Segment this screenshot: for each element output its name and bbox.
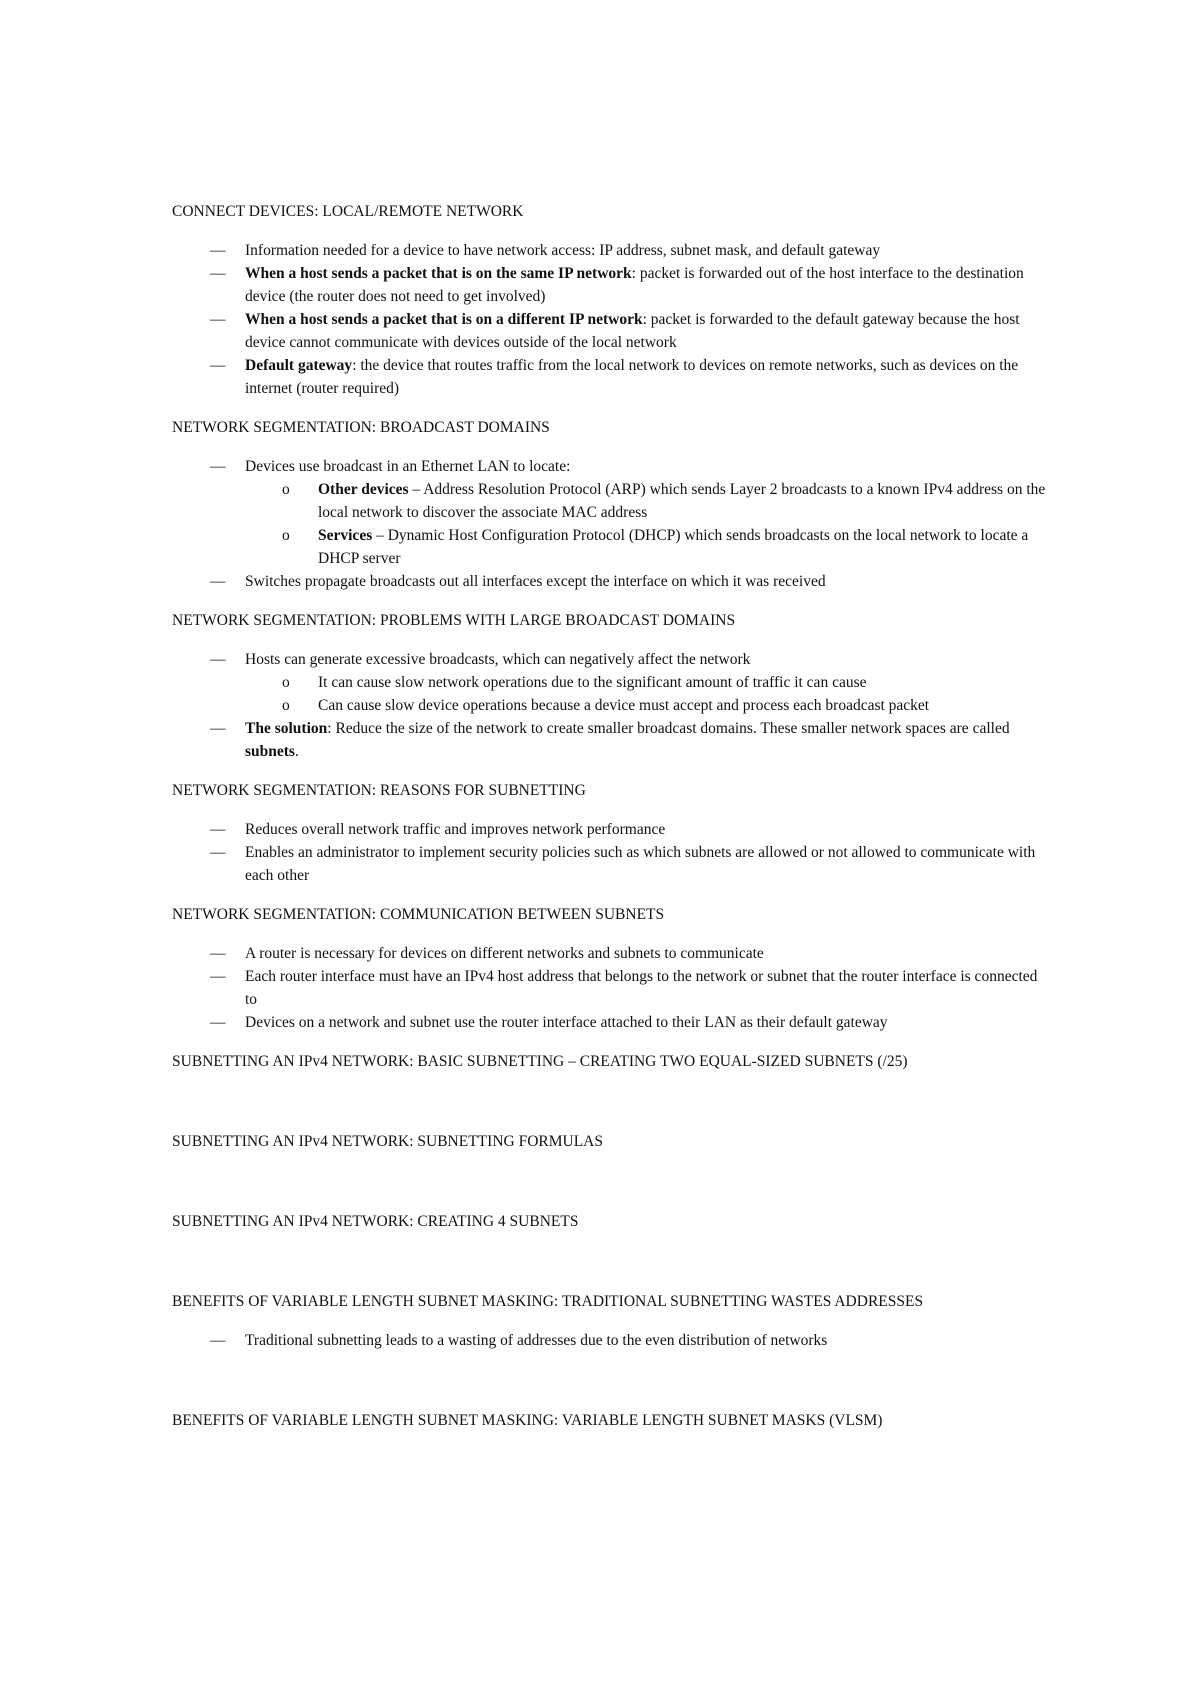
section-communication-between-subnets xyxy=(172,903,1052,1034)
circle-marker: o xyxy=(282,697,290,714)
section-heading: SUBNETTING AN IPv4 NETWORK: CREATING 4 SUBNETS xyxy=(172,1213,579,1230)
document-content xyxy=(172,200,1052,1448)
section-heading: NETWORK SEGMENTATION: BROADCAST DOMAINS xyxy=(172,419,550,436)
list-item: — A router is necessary for devices on different networks and subnets to communicate xyxy=(172,942,1052,965)
dash-marker: — xyxy=(210,573,226,590)
section-heading: NETWORK SEGMENTATION: PROBLEMS WITH LARGE BROADCAST DOMAINS xyxy=(172,612,736,629)
dash-marker: — xyxy=(210,1014,226,1031)
dash-marker: — xyxy=(210,720,226,737)
section-large-broadcast-problems xyxy=(172,609,1052,763)
circle-marker: o xyxy=(282,527,290,544)
list-item: — Enables an administrator to implement security policies such as which subnets are allowed or not allowed to communicate with each other xyxy=(172,841,1052,887)
section-heading: SUBNETTING AN IPv4 NETWORK: BASIC SUBNETTING – CREATING TWO EQUAL-SIZED SUBNETS (/25) xyxy=(172,1053,908,1070)
dash-marker: — xyxy=(210,458,226,475)
dash-marker: — xyxy=(210,1332,226,1349)
sub-list-item: o Other devices – Address Resolution Protocol (ARP) which sends Layer 2 broadcasts to a known IPv4 address on the local network to discover the associate MAC address xyxy=(245,478,1052,524)
list-item: — When a host sends a packet that is on a different IP network: packet is forwarded to the default gateway because the host device cannot communicate with devices outside of the local network xyxy=(172,308,1052,354)
section-broadcast-domains xyxy=(172,416,1052,593)
bullet-list xyxy=(172,942,1052,1034)
dash-marker: — xyxy=(210,821,226,838)
section-heading: BENEFITS OF VARIABLE LENGTH SUBNET MASKING: TRADITIONAL SUBNETTING WASTES ADDRESSES xyxy=(172,1293,924,1310)
sub-list-item: o Services – Dynamic Host Configuration Protocol (DHCP) which sends broadcasts on the local network to locate a DHCP server xyxy=(245,524,1052,570)
section-heading: SUBNETTING AN IPv4 NETWORK: SUBNETTING FORMULAS xyxy=(172,1133,603,1150)
dash-marker: — xyxy=(210,844,226,861)
section-heading: CONNECT DEVICES: LOCAL/REMOTE NETWORK xyxy=(172,203,524,220)
circle-marker: o xyxy=(282,481,290,498)
dash-marker: — xyxy=(210,651,226,668)
sub-list-item: o Can cause slow device operations because a device must accept and process each broadcast packet xyxy=(245,694,1052,717)
list-item: — When a host sends a packet that is on the same IP network: packet is forwarded out of the host interface to the destination device (the router does not need to get involved) xyxy=(172,262,1052,308)
section-basic-subnetting xyxy=(172,1050,1052,1073)
section-vlsm xyxy=(172,1409,1052,1432)
sub-list-item: o It can cause slow network operations due to the significant amount of traffic it can cause xyxy=(245,671,1052,694)
dash-marker: — xyxy=(210,945,226,962)
bold-term: subnets xyxy=(245,743,295,760)
list-item: — Information needed for a device to have network access: IP address, subnet mask, and default gateway xyxy=(172,239,1052,262)
bold-term: When a host sends a packet that is on the same IP network xyxy=(245,265,632,282)
section-heading: BENEFITS OF VARIABLE LENGTH SUBNET MASKING: VARIABLE LENGTH SUBNET MASKS (VLSM) xyxy=(172,1412,883,1429)
bullet-list xyxy=(172,455,1052,593)
bullet-list xyxy=(172,239,1052,400)
list-item: — Devices use broadcast in an Ethernet LAN to locate: o Other devices – Address Resolution Protocol (ARP) which sends Layer 2 broadcasts to a known IPv4 address on the local network to discover the associate MAC address o Services – Dynamic Host Configuration Protocol (DHCP) which sends broadcasts on the local network to locate a DHCP server xyxy=(172,455,1052,570)
bullet-list xyxy=(172,1329,1052,1352)
list-item: — Each router interface must have an IPv4 host address that belongs to the network or subnet that the router interface is connected to xyxy=(172,965,1052,1011)
dash-marker: — xyxy=(210,968,226,985)
bold-term: Other devices xyxy=(318,481,409,498)
bold-term: Default gateway xyxy=(245,357,353,374)
section-subnetting-formulas xyxy=(172,1130,1052,1153)
dash-marker: — xyxy=(210,357,226,374)
bold-term: When a host sends a packet that is on a different IP network xyxy=(245,311,643,328)
section-heading: NETWORK SEGMENTATION: COMMUNICATION BETWEEN SUBNETS xyxy=(172,906,665,923)
bullet-list xyxy=(172,818,1052,887)
section-heading: NETWORK SEGMENTATION: REASONS FOR SUBNETTING xyxy=(172,782,586,799)
section-creating-4-subnets xyxy=(172,1210,1052,1233)
section-connect-devices xyxy=(172,200,1052,400)
sub-list xyxy=(245,671,1052,717)
section-reasons-for-subnetting xyxy=(172,779,1052,887)
bullet-list xyxy=(172,648,1052,763)
circle-marker: o xyxy=(282,674,290,691)
dash-marker: — xyxy=(210,311,226,328)
list-item: — Switches propagate broadcasts out all interfaces except the interface on which it was received xyxy=(172,570,1052,593)
list-item: — Reduces overall network traffic and improves network performance xyxy=(172,818,1052,841)
list-item: — Hosts can generate excessive broadcasts, which can negatively affect the network o It can cause slow network operations due to the significant amount of traffic it can cause o Can cause slow device operations because a device must accept and process each broadcast packet xyxy=(172,648,1052,717)
list-item: — The solution: Reduce the size of the network to create smaller broadcast domains. These smaller network spaces are called subnets. xyxy=(172,717,1052,763)
list-item: — Devices on a network and subnet use the router interface attached to their LAN as their default gateway xyxy=(172,1011,1052,1034)
list-item: — Default gateway: the device that routes traffic from the local network to devices on remote networks, such as devices on the internet (router required) xyxy=(172,354,1052,400)
bold-term: The solution xyxy=(245,720,328,737)
bold-term: Services xyxy=(318,527,373,544)
dash-marker: — xyxy=(210,242,226,259)
sub-list xyxy=(245,478,1052,570)
dash-marker: — xyxy=(210,265,226,282)
section-traditional-subnetting-wastes xyxy=(172,1290,1052,1352)
list-item: — Traditional subnetting leads to a wasting of addresses due to the even distribution of networks xyxy=(172,1329,1052,1352)
